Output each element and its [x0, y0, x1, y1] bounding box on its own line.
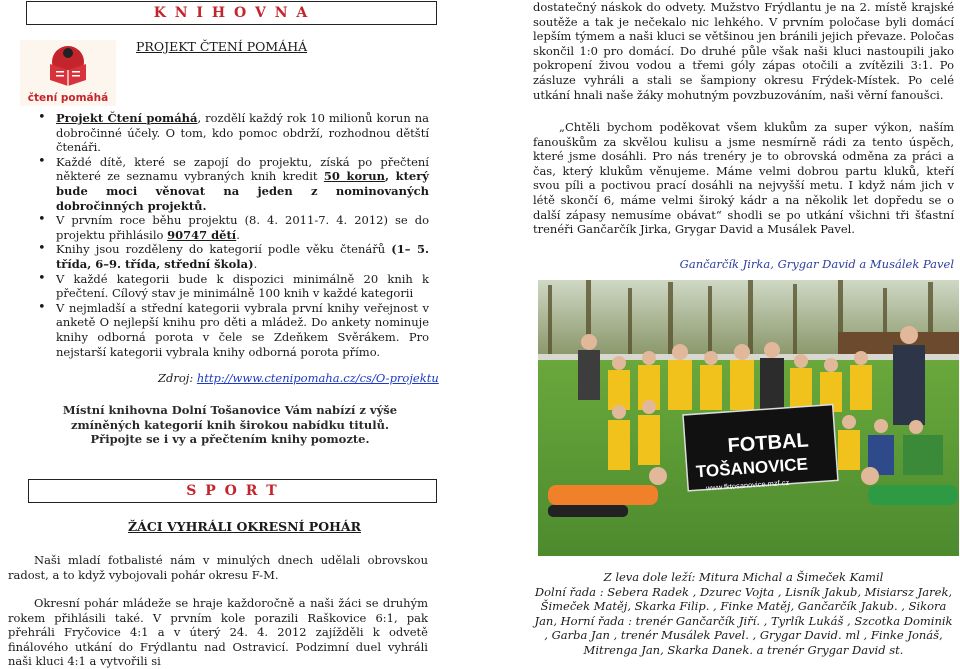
- caption-line-1: Z leva dole leží: Mitura Michal a Šimeček Kamil: [603, 570, 884, 584]
- photo-caption: [533, 570, 954, 658]
- sport-paragraph-2: Okresní pohár mládeže se hraje každoročně a naši žáci se druhým rokem přihlásili také. V prvním kole porazili Raškovice 6:1, pak přehráli Fryčovice 4:1 a v úterý 24. 4. 2012 zajížděli k odvetě finálového utkání do Frýdlantu nad Ostravicí. Podzimní duel vyhráli naši kluci 4:1 a vytvořili si: [8, 596, 428, 669]
- bullet-item: • V prvním roce běhu projektu (8. 4. 2011-7. 4. 2012) se do projektu přihlásilo 90747 dětí.: [30, 213, 429, 242]
- library-offer: Místní knihovna Dolní Tošanovice Vám nabízí z výše zmíněných kategorií knih širokou nabídku titulů. Připojte se i vy a přečtením knihy pomozte.: [62, 403, 398, 447]
- source-url-link[interactable]: http://www.ctenipomaha.cz/cs/O-projektu: [196, 371, 439, 385]
- logo-text: čtení pomáhá: [27, 92, 109, 104]
- caption-line-2: Dolní řada : Sebera Radek , Dzurec Vojta , Lisník Jakub, Misiarsz Jarek, Šimeček Matěj, Skarka Filip. , Finke Matěj, Gančarčík Jakub. , Sikora Jan, Horní řada : trenér Gančarčík Jiří. , Tyrlík Lukáš , Szcotka Dominik , Garba Jan , trenér Musálek Pavel. , Grygar David. ml , Finke Jonáš, Mitrenga Jan, Skarka Danek. a trenér Grygar David st.: [534, 584, 953, 657]
- match-report-continued: dostatečný náskok do odvety. Mužstvo Frýdlantu je na 2. místě krajské soutěže a tak je nečekalo nic lehkého. V prvním poločase byli domácí lepším týmem a naši kluci se většinou jen bránili jejich převaze. Poločas skončil 1:0 pro domácí. Do druhé půle však naši kluci nastoupili jako pokropení živou vodou a třemi góly zápas otočili a zvítězili 3:1. Po zásluze vyhráli a stali se šampiony okresu Frýdek-Místek. Po celé utkání hnali naše žáky mohutným povzbuzováním, naši věrní fanoušci.: [533, 0, 954, 102]
- source-label: Zdroj:: [158, 371, 197, 385]
- bullet-item: • V nejmladší a střední kategorii vybrala první knihy veřejnost v anketě O nejlepší knihu pro děti a mládež. Do ankety nominuje knihy odborná porota v čele se Zdeňkem Svěrákem. Pro nejstarší kategorii vybrala knihy odborná porota přímo.: [30, 301, 429, 359]
- banner-fotbal: FOTBAL: [726, 429, 810, 458]
- banner-url: www.fktosanovice.mzf.cz: [705, 477, 790, 493]
- team-photo: [538, 280, 959, 556]
- bullet-item: • Každé dítě, které se zapojí do projektu, získá po přečtení některé ze seznamu vybraných knih kredit 50 korun, který bude moci věnovat na jeden z nominovaných dobročinných projektů.: [30, 155, 429, 213]
- library-header: K N I H O V N A: [26, 1, 437, 25]
- bullet-item: • Projekt Čtení pomáhá, rozdělí každý rok 10 milionů korun na dobročinné účely. O tom, kdo pomoc obdrží, rozhodnou dětští čtenáři.: [30, 111, 429, 155]
- cteni-pomaha-logo: [20, 40, 116, 106]
- source-line: [158, 371, 439, 386]
- project-title-link[interactable]: PROJEKT ČTENÍ POMÁHÁ: [136, 39, 308, 54]
- bullet-item: • Knihy jsou rozděleny do kategorií podle věku čtenářů (1– 5. třída, 6–9. třída, střední škola).: [30, 242, 429, 271]
- football-team-photo-icon: [538, 280, 959, 556]
- quote-signature: Gančarčík Jirka, Grygar David a Musálek Pavel: [679, 257, 954, 271]
- sport-paragraph-1: Naši mladí fotbalisté nám v minulých dnech udělali obrovskou radost, a to když vybojovali pohár okresu F-M.: [8, 553, 428, 582]
- bullet-item: • V každé kategorii bude k dispozici minimálně 20 knih k přečtení. Cílový stav je minimálně 100 knih v každé kategorii: [30, 272, 429, 301]
- coach-quote: „Chtěli bychom poděkovat všem klukům za super výkon, naším fanouškům za skvělou kulisu a jsme nesmírně rádi za tento úspěch, které jsme dosáhli. Pro nás trenéry je to obrovská odměna za práci a čas, který klukům věnujeme. Máme velmi dobrou partu kluků, kteří svou píli a poctivou prací dosáhli na nejvyšší metu. I když nám jich v létě skončí 6, máme velmi široký kádr a na několik let dopředu se o další zápasy nemusíme obávat“ shodli se po utkání všichni tři šťastní trenéři Gančarčík Jirka, Grygar David a Musálek Pavel.: [533, 120, 954, 237]
- sport-header: S P O R T: [28, 479, 437, 503]
- project-bullet-list: [30, 111, 429, 359]
- banner-tosanovice: TOŠANOVICE: [695, 454, 809, 482]
- sport-article-title: ŽÁCI VYHRÁLI OKRESNÍ POHÁR: [128, 519, 361, 534]
